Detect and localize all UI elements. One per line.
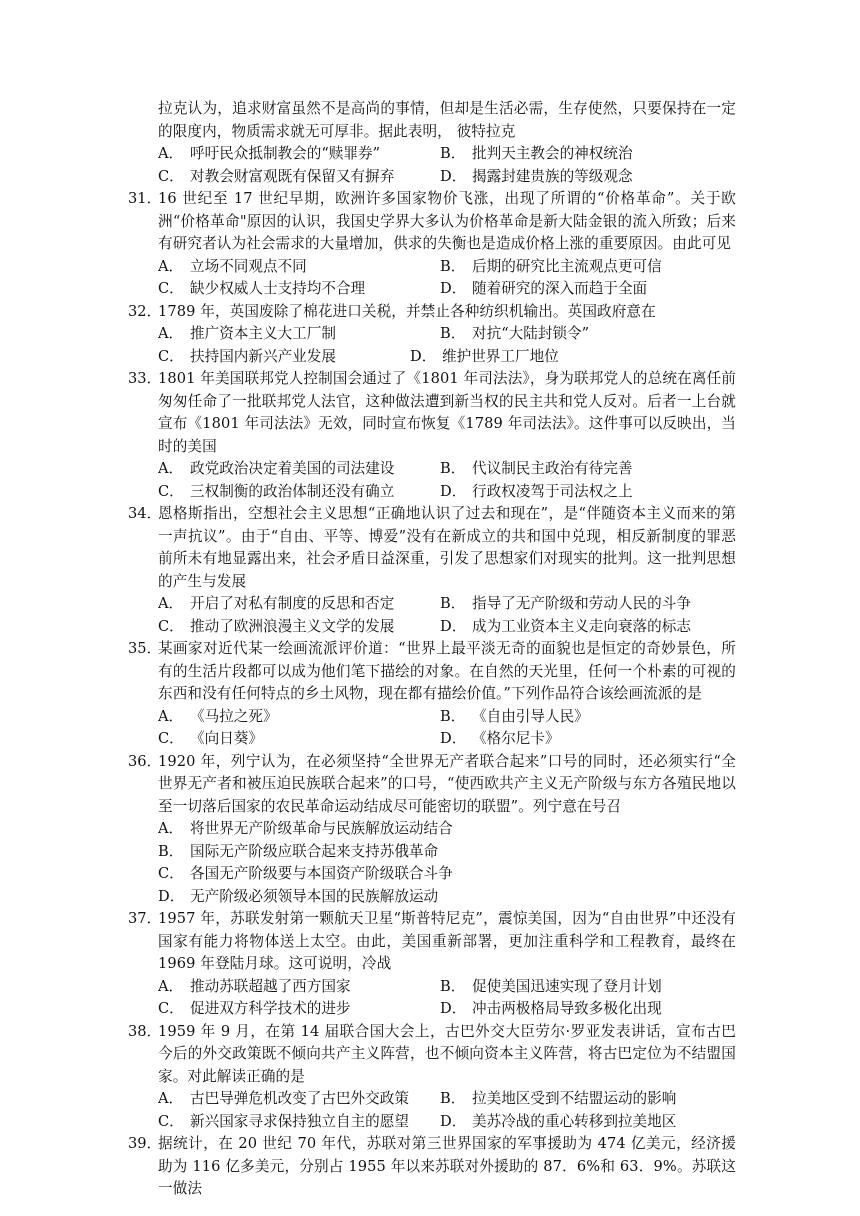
option-letter: D． <box>440 730 467 747</box>
question-text: 1789 年，英国废除了棉花进口关税，并禁止各种纺织机输出。英国政府意在 <box>158 302 656 320</box>
question-text: 某画家对近代某一绘画流派评价道：“世界上最平淡无奇的面貌也是恒定的奇妙景色，所有的生活片段都可以成为他们笔下描绘的对象。在自然的天光里，任何一个朴素的可视的东西和没有任何特点的乡土风物，现在都有描绘价值。”下列作品符合该绘画流派的是 <box>158 640 736 702</box>
option-letter: D． <box>158 887 185 905</box>
option-text: 指导了无产阶级和劳动人民的斗争 <box>472 595 691 612</box>
question-number: 34． <box>128 505 162 522</box>
option-text: 代议制民主政治有待完善 <box>472 460 633 477</box>
question-number: 37． <box>128 910 162 927</box>
option-letter: C． <box>158 1000 184 1017</box>
option-b[interactable] <box>440 256 722 279</box>
option-letter: A． <box>158 977 184 995</box>
option-b[interactable] <box>440 593 722 616</box>
option-letter: D． <box>440 167 467 185</box>
question-number: 32． <box>128 302 162 320</box>
intro-text: 拉克认为，追求财富虽然不是高尚的事情，但却是生活必需，生存使然，只要保持在一定的限度内，物质需求就无可厚非。据此表明， 彼特拉克 <box>158 100 736 140</box>
option-c[interactable] <box>158 728 440 751</box>
option-c[interactable] <box>158 166 440 189</box>
option-a[interactable] <box>158 458 440 481</box>
question-number: 39． <box>128 1135 162 1152</box>
question-text: 16 世纪至 17 世纪早期，欧洲许多国家物价飞涨，出现了所谓的“价格革命”。关于欧洲“价格革命"原因的认识，我国史学界大多认为价格革命是新大陆金银的流入所致；后来有研究者认为社会需求的大量增加，供求的失衡也是造成价格上涨的重要原因。由此可见 <box>158 190 736 252</box>
option-text: 呼吁民众抵制教会的“赎罪券” <box>190 145 381 162</box>
option-text: 揭露封建贵族的等级观念 <box>472 167 633 185</box>
option-letter: C． <box>158 865 184 882</box>
option-text: 新兴国家寻求保持独立自主的愿望 <box>190 1112 409 1130</box>
option-b[interactable] <box>440 706 722 729</box>
intro-options <box>158 143 736 188</box>
option-d[interactable] <box>440 998 722 1021</box>
question-text: 1801 年美国联邦党人控制国会通过了《1801 年司法法》，身为联邦党人的总统在离任前匆匆任命了一批联邦党人法官，这种做法遭到新当权的民主共和党人反对。后者一上台就宣布《1801 年司法法》无效，同时宣布恢复《1789 年司法法》。这件事可以反映出，当时的美国 <box>158 370 736 455</box>
option-d[interactable] <box>440 166 722 189</box>
option-letter: B． <box>440 595 466 612</box>
option-text: 《格尔尼卡》 <box>472 730 560 747</box>
option-letter: D． <box>440 1112 467 1130</box>
option-c[interactable] <box>158 1111 440 1134</box>
option-letter: A． <box>158 460 184 477</box>
option-text: 维护世界工厂地位 <box>442 347 559 365</box>
intro-block <box>158 98 736 188</box>
option-letter: C． <box>158 482 184 500</box>
option-letter: A． <box>158 820 184 837</box>
question-options <box>158 976 736 1021</box>
option-d[interactable] <box>440 1111 722 1134</box>
option-text: 《向日葵》 <box>190 730 263 747</box>
option-letter: B． <box>440 1090 466 1107</box>
question-options <box>158 458 736 503</box>
question-38 <box>128 1021 736 1134</box>
option-letter: A． <box>158 257 184 275</box>
option-a[interactable] <box>158 1088 440 1111</box>
option-text: 将世界无产阶级革命与民族解放运动结合 <box>190 820 453 837</box>
option-text: 扶持国内新兴产业发展 <box>190 347 336 365</box>
option-letter: C． <box>158 347 184 365</box>
option-letter: B． <box>440 707 466 725</box>
option-letter: C． <box>158 1112 184 1130</box>
question-options <box>158 593 736 638</box>
option-letter: B． <box>440 977 466 995</box>
option-d[interactable] <box>440 481 722 504</box>
option-text: 立场不同观点不同 <box>190 257 307 275</box>
option-text: 推动苏联超越了西方国家 <box>190 977 351 995</box>
option-text: 国际无产阶级应联合起来支持苏俄革命 <box>190 842 439 860</box>
option-text: 美苏冷战的重心转移到拉美地区 <box>472 1112 677 1130</box>
option-text: 对抗“大陆封锁令” <box>472 325 590 342</box>
question-text: 1957 年，苏联发射第一颗航天卫星“斯普特尼克”，震惊美国，因为“自由世界”中还没有国家有能力将物体送上太空。由此，美国重新部署，更加注重科学和工程教育，最终在 1969 年登陆月球。这可说明，冷战 <box>158 910 736 972</box>
option-text: 随着研究的深入而趋于全面 <box>472 280 648 297</box>
option-letter: D． <box>440 280 467 297</box>
option-letter: D． <box>440 1000 467 1017</box>
option-c[interactable] <box>158 863 736 886</box>
option-text: 缺少权威人士支持均不合理 <box>190 280 366 297</box>
option-text: 促进双方科学技术的进步 <box>190 1000 351 1017</box>
option-text: 古巴导弹危机改变了古巴外交政策 <box>190 1090 409 1107</box>
option-a[interactable] <box>158 976 440 999</box>
option-text: 成为工业资本主义走向衰落的标志 <box>472 617 691 635</box>
option-letter: D． <box>440 482 467 500</box>
option-a[interactable] <box>158 143 440 166</box>
question-text: 恩格斯指出，空想社会主义思想“正确地认识了过去和现在”，是“伴随资本主义而来的第一声抗议”。由于“自由、平等、博爱”没有在新成立的共和国中兑现，相反新制度的罪恶前所未有地显露出来，社会矛盾日益深重，引发了思想家们对现实的批判。这一批判思想的产生与发展 <box>158 505 736 590</box>
option-b[interactable] <box>440 323 722 346</box>
option-letter: B． <box>440 460 466 477</box>
question-32 <box>128 301 736 369</box>
option-d[interactable] <box>440 278 722 301</box>
option-text: 推动了欧洲浪漫主义文学的发展 <box>190 617 395 635</box>
option-letter: A． <box>158 325 184 342</box>
question-31 <box>128 188 736 301</box>
option-b[interactable] <box>440 143 722 166</box>
question-list <box>128 98 736 1201</box>
option-text: 政党政治决定着美国的司法建设 <box>190 460 395 477</box>
question-options <box>158 323 736 368</box>
option-letter: B． <box>440 325 466 342</box>
option-letter: D． <box>410 347 437 365</box>
option-text: 拉美地区受到不结盟运动的影响 <box>472 1090 677 1107</box>
option-letter: A． <box>158 1090 184 1107</box>
option-text: 无产阶级必须领导本国的民族解放运动 <box>190 887 439 905</box>
option-c[interactable] <box>158 346 410 369</box>
option-letter: D． <box>440 617 467 635</box>
question-number: 31． <box>128 190 162 207</box>
question-options <box>158 256 736 301</box>
option-text: 促使美国迅速实现了登月计划 <box>472 977 662 995</box>
question-33 <box>128 368 736 503</box>
question-35 <box>128 638 736 751</box>
option-text: 后期的研究比主流观点更可信 <box>472 257 662 275</box>
option-letter: A． <box>158 145 184 162</box>
option-letter: B． <box>440 145 466 162</box>
option-b[interactable] <box>440 458 722 481</box>
option-text: 开启了对私有制度的反思和否定 <box>190 595 395 612</box>
option-d[interactable] <box>158 886 736 909</box>
option-letter: C． <box>158 730 184 747</box>
option-d[interactable] <box>410 346 692 369</box>
questions-container <box>128 188 736 1201</box>
option-text: 行政权凌驾于司法权之上 <box>472 482 633 500</box>
question-number: 35． <box>128 640 162 657</box>
question-36 <box>128 751 736 909</box>
option-text: 推广资本主义大工厂制 <box>190 325 336 342</box>
question-text: 1920 年，列宁认为，在必须坚持“全世界无产者联合起来”口号的同时，还必须实行“全世界无产者和被压迫民族联合起来”的口号，“使西欧共产主义无产阶级与东方各殖民地以至一切落后国家的农民革命运动结成尽可能密切的联盟”。列宁意在号召 <box>158 752 736 815</box>
option-a[interactable] <box>158 706 440 729</box>
option-c[interactable] <box>158 278 440 301</box>
option-a[interactable] <box>158 818 736 841</box>
option-d[interactable] <box>440 728 722 751</box>
option-letter: C． <box>158 617 184 635</box>
option-letter: A． <box>158 595 184 612</box>
option-a[interactable] <box>158 593 440 616</box>
question-number: 33． <box>128 370 162 387</box>
option-a[interactable] <box>158 256 440 279</box>
option-letter: B． <box>440 257 466 275</box>
option-text: 批判天主教会的神权统治 <box>472 145 633 162</box>
question-options <box>158 1088 736 1133</box>
question-text: 据统计，在 20 世纪 70 年代，苏联对第三世界国家的军事援助为 474 亿美元，经济援助为 116 亿多美元，分别占 1955 年以来苏联对外援助的 87．6%和 63．9%。苏联这一做法 <box>158 1135 736 1197</box>
question-options <box>158 706 736 751</box>
option-text: 三权制衡的政治体制还没有确立 <box>190 482 395 500</box>
option-letter: A． <box>158 707 184 725</box>
option-letter: B． <box>158 842 184 860</box>
option-letter: C． <box>158 280 184 297</box>
question-37 <box>128 908 736 1021</box>
option-text: 对教会财富观既有保留又有摒弃 <box>190 167 395 185</box>
option-text: 《自由引导人民》 <box>472 707 589 725</box>
question-39 <box>128 1133 736 1201</box>
option-b[interactable] <box>158 841 736 864</box>
option-text: 冲击两极格局导致多极化出现 <box>472 1000 662 1017</box>
question-number: 38． <box>128 1022 162 1040</box>
question-text: 1959 年 9 月，在第 14 届联合国大会上，古巴外交大臣劳尔·罗亚发表讲话，宣布古巴今后的外交政策既不倾向共产主义阵营，也不倾向资本主义阵营，将古巴定位为不结盟国家。对此解读正确的是 <box>158 1022 736 1085</box>
option-letter: C． <box>158 167 184 185</box>
option-c[interactable] <box>158 998 440 1021</box>
option-a[interactable] <box>158 323 440 346</box>
question-34 <box>128 503 736 638</box>
option-c[interactable] <box>158 616 440 639</box>
option-c[interactable] <box>158 481 440 504</box>
option-b[interactable] <box>440 976 722 999</box>
question-number: 36． <box>128 752 162 770</box>
option-text: 各国无产阶级要与本国资产阶级联合斗争 <box>190 865 453 882</box>
option-b[interactable] <box>440 1088 722 1111</box>
option-d[interactable] <box>440 616 722 639</box>
question-options <box>158 818 736 908</box>
option-text: 《马拉之死》 <box>190 707 278 725</box>
